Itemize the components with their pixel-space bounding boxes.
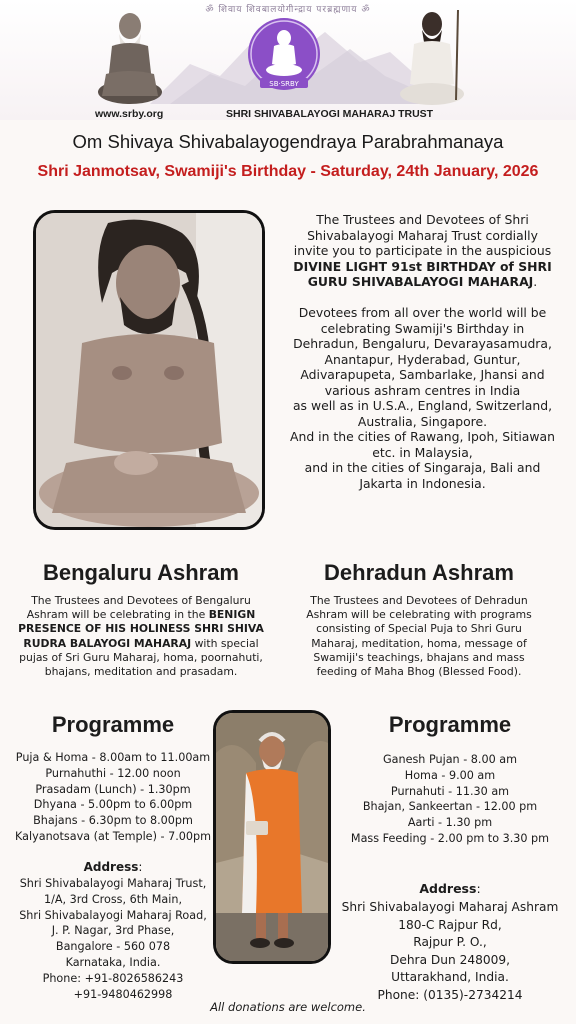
- donations-note: All donations are welcome.: [210, 1000, 366, 1014]
- programme-item: Bhajan, Sankeertan - 12.00 pm: [362, 800, 538, 814]
- invitation-paragraph-2: [290, 305, 555, 491]
- dehradun-ashram-title: Dehradun Ashram: [324, 560, 514, 585]
- event-title: Shri Janmotsav, Swamiji's Birthday - Saturday, 24th January, 2026: [37, 163, 539, 180]
- trust-logo: [246, 16, 322, 98]
- invitation-cities-india: Devotees from all over the world will be celebrating Swamiji's Birthday in Dehradun, Bengaluru, Devarayasamudra, Anantapur, Hyderabad, Guntur, Adivarapupeta, Sambarlake, Jhansi and various ashram centres in India: [293, 305, 552, 398]
- swamiji-standing-photo: [213, 710, 331, 964]
- programme-item: Kalyanotsava (at Temple) - 7.00pm: [14, 829, 211, 843]
- address-line: 180-C Rajpur Rd,: [398, 917, 502, 932]
- swamiji-seated-image: [36, 213, 262, 527]
- dehradun-programme-list: [340, 752, 560, 847]
- invitation-malaysia: And in the cities of Rawang, Ipoh, Sitiawan etc. in Malaysia,: [290, 429, 555, 460]
- bengaluru-ashram-title: Bengaluru Ashram: [42, 560, 239, 585]
- divine-light-title: DIVINE LIGHT 91st BIRTHDAY of SHRI GURU SHIVABALAYOGI MAHARAJ: [293, 258, 552, 289]
- address-line: Shri Shivabalayogi Maharaj Road,: [19, 908, 207, 922]
- programme-item: Aarti - 1.30 pm: [407, 816, 493, 830]
- website-url[interactable]: www.srby.org: [95, 108, 164, 120]
- address-line: Shri Shivabalayogi Maharaj Ashram: [341, 900, 559, 914]
- programme-item: Homa - 9.00 am: [404, 768, 496, 782]
- address-line: Shri Shivabalayogi Maharaj Trust,: [19, 877, 207, 890]
- swamiji-main-photo: [33, 210, 265, 530]
- address-line: Bangalore - 560 078: [55, 940, 171, 954]
- mantra-heading: Om Shivaya Shivabalayogendraya Parabrahmanaya: [72, 131, 504, 152]
- invitation-paragraph-1: [290, 212, 555, 290]
- dehradun-address-label: [340, 881, 560, 896]
- bengaluru-programme-title: Programme: [51, 712, 175, 737]
- invitation-indonesia: and in the cities of Singaraja, Bali and Jakarta in Indonesia.: [304, 460, 541, 491]
- programme-item: Mass Feeding - 2.00 pm to 3.30 pm: [350, 831, 550, 845]
- address-colon: :: [138, 860, 143, 874]
- phone-number[interactable]: Phone: +91-8026586243: [42, 971, 184, 985]
- bengaluru-address-label: [0, 860, 226, 874]
- address-label-text: Address: [83, 860, 139, 874]
- programme-item: Ganesh Pujan - 8.00 am: [382, 753, 518, 766]
- address-label-text: Address: [419, 881, 477, 896]
- dehradun-address: [334, 899, 566, 1004]
- bengaluru-ashram-text: [14, 594, 268, 679]
- guru-portrait-right: [396, 4, 472, 108]
- programme-item: Puja & Homa - 8.00am to 11.00am: [15, 751, 211, 764]
- programme-item: Purnahuthi - 12.00 noon: [45, 766, 181, 780]
- guru-portrait-left: [92, 4, 164, 108]
- invitation-text: [290, 212, 555, 491]
- programme-item: Prasadam (Lunch) - 1.30pm: [35, 782, 191, 796]
- address-line: Rajpur P. O.,: [413, 935, 487, 949]
- address-line: Uttarakhand, India.: [391, 970, 509, 984]
- phone-number[interactable]: +91-9480462998: [73, 987, 173, 1001]
- dehradun-ashram-text: The Trustees and Devotees of Dehradun Ashram will be celebrating with programs consisting of Special Puja to Shri Guru Maharaj, meditation, homa, message of Swamiji's teachings, bhajans and mass feeding of Maha Bhog (Blessed Food).: [306, 594, 532, 679]
- bengaluru-address: [0, 876, 226, 1002]
- address-line: Karnataka, India.: [65, 955, 161, 969]
- bengaluru-presence: BENIGN PRESENCE OF HIS HOLINESS SHRI SHIVA RUDRA BALAYOGI MAHARAJ: [18, 608, 264, 650]
- programme-item: Bhajans - 6.30pm to 8.00pm: [33, 814, 193, 828]
- address-line: J. P. Nagar, 3rd Phase,: [51, 924, 175, 938]
- bengaluru-intro: The Trustees and Devotees of Bengaluru Ashram will be celebrating in the: [26, 594, 251, 622]
- address-colon: :: [476, 881, 481, 896]
- address-line: Dehra Dun 248009,: [389, 952, 511, 967]
- programme-item: Dhyana - 5.00pm to 6.00pm: [33, 798, 193, 812]
- invitation-countries: as well as in U.S.A., England, Switzerland, Australia, Singapore.: [292, 398, 553, 429]
- invitation-intro: The Trustees and Devotees of Shri Shivabalayogi Maharaj Trust cordially invite you to participate in the auspicious: [293, 212, 552, 258]
- trust-name: SHRI SHIVABALAYOGI MAHARAJ TRUST: [226, 108, 434, 120]
- swamiji-standing-image: [216, 713, 328, 961]
- logo-text: SB·SRBY: [269, 80, 299, 88]
- programme-item: Purnahuti - 11.30 am: [390, 784, 510, 798]
- dehradun-programme-title: Programme: [388, 712, 512, 737]
- phone-number[interactable]: Phone: (0135)-2734214: [377, 987, 523, 1002]
- bengaluru-programme-list: [4, 750, 222, 845]
- bengaluru-rest: with special pujas of Sri Guru Maharaj, homa, poornahuti, bhajans, meditation and prasadam.: [19, 636, 263, 679]
- address-line: 1/A, 3rd Cross, 6th Main,: [43, 892, 183, 906]
- invitation-period: .: [533, 274, 538, 289]
- header-script-text: ॐ शिवाय शिवबालयोगीन्द्राय परब्रह्मणाय ॐ: [205, 5, 371, 15]
